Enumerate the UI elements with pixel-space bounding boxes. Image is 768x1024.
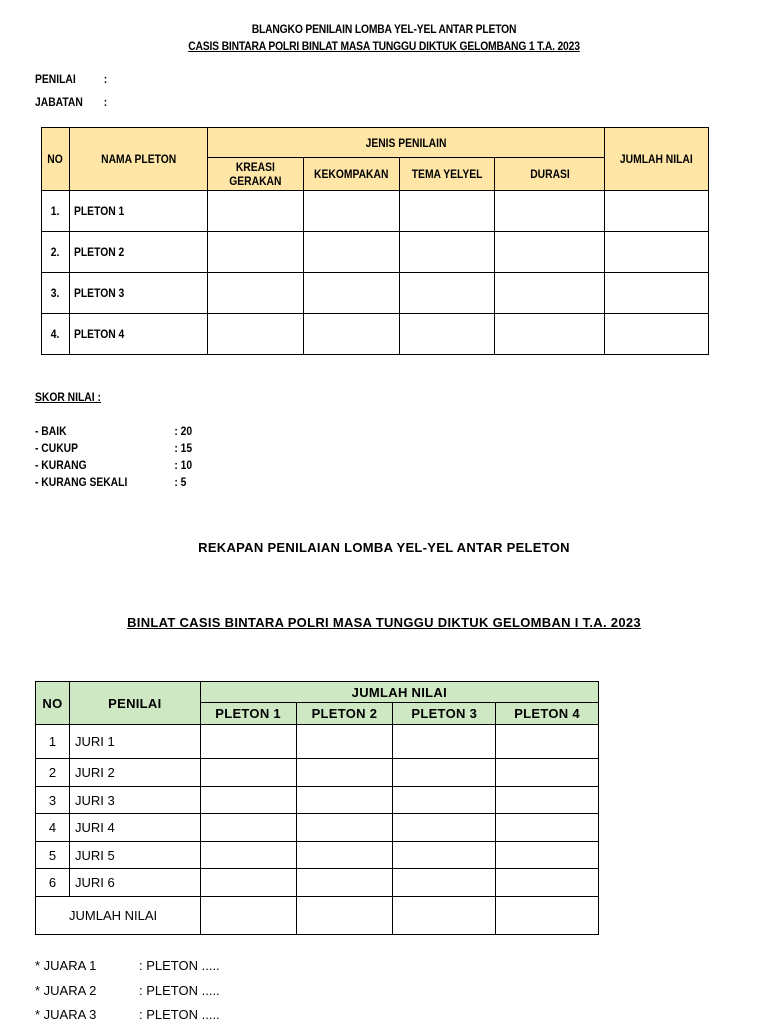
score-cell[interactable] [495,232,605,273]
header-pleton-1: PLETON 1 [200,703,296,725]
row-name: JURI 2 [69,759,200,787]
score-cell[interactable] [393,814,496,842]
row-no: 5 [36,842,70,869]
row-name: PLETON 3 [69,273,207,314]
score-cell[interactable] [200,759,296,787]
total-label: JUMLAH NILAI [36,897,201,935]
score-cell[interactable] [207,232,303,273]
score-cell[interactable] [296,759,393,787]
row-name: JURI 5 [69,842,200,869]
total-cell[interactable] [605,232,709,273]
row-no: 4 [36,814,70,842]
row-name: JURI 4 [69,814,200,842]
total-cell[interactable] [605,191,709,232]
score-cell[interactable] [303,273,399,314]
skor-item: - CUKUP : 15 [35,441,193,455]
score-cell[interactable] [303,191,399,232]
juara-item: * JUARA 2 : PLETON ..... [35,983,220,998]
jabatan-field: JABATAN : [35,95,108,109]
header-kreasi-gerakan: KREASI GERAKAN [207,158,303,191]
score-cell[interactable] [496,759,599,787]
score-cell[interactable] [399,273,495,314]
score-cell[interactable] [303,232,399,273]
table-row [42,232,709,273]
document-subtitle: CASIS BINTARA POLRI BINLAT MASA TUNGGU DIKTUK GELOMBANG 1 T.A. 2023 [188,39,580,53]
score-cell[interactable] [200,842,296,869]
header-jumlah-nilai: JUMLAH NILAI [200,682,598,703]
row-name: JURI 1 [69,725,200,759]
score-cell[interactable] [496,725,599,759]
total-cell[interactable] [393,897,496,935]
row-no: 1 [36,725,70,759]
row-no: 3. [42,273,70,314]
header-durasi: DURASI [495,158,605,191]
row-no: 4. [42,314,70,355]
score-cell[interactable] [496,869,599,897]
score-cell[interactable] [207,191,303,232]
score-cell[interactable] [200,725,296,759]
score-cell[interactable] [496,842,599,869]
juara-item: * JUARA 1 : PLETON ..... [35,958,220,973]
row-no: 2 [36,759,70,787]
score-cell[interactable] [399,314,495,355]
row-no: 3 [36,787,70,814]
score-cell[interactable] [399,232,495,273]
header-penilai: PENILAI [69,682,200,725]
score-cell[interactable] [393,787,496,814]
table-row [42,273,709,314]
row-no: 1. [42,191,70,232]
score-cell[interactable] [296,787,393,814]
score-cell[interactable] [393,869,496,897]
score-cell[interactable] [207,273,303,314]
row-name: PLETON 4 [69,314,207,355]
score-cell[interactable] [296,725,393,759]
total-row [36,897,599,935]
recap-table [35,681,599,935]
score-cell[interactable] [495,314,605,355]
score-cell[interactable] [296,869,393,897]
header-pleton-2: PLETON 2 [296,703,393,725]
row-no: 2. [42,232,70,273]
assessment-table [41,127,709,355]
score-cell[interactable] [393,725,496,759]
row-name: JURI 3 [69,787,200,814]
row-name: PLETON 2 [69,232,207,273]
score-cell[interactable] [496,787,599,814]
score-cell[interactable] [303,314,399,355]
table-row [36,842,599,869]
header-nama-pleton: NAMA PLETON [69,128,207,191]
table-row [36,814,599,842]
juara-item: * JUARA 3 : PLETON ..... [35,1007,220,1022]
table-row [42,314,709,355]
table-row [36,725,599,759]
score-cell[interactable] [296,842,393,869]
score-cell[interactable] [200,869,296,897]
table-row [36,869,599,897]
total-cell[interactable] [200,897,296,935]
score-cell[interactable] [495,191,605,232]
header-jumlah-nilai: JUMLAH NILAI [605,128,709,191]
rekap-title: REKAPAN PENILAIAN LOMBA YEL-YEL ANTAR PELETON [198,540,570,555]
row-name: JURI 6 [69,869,200,897]
score-cell[interactable] [496,814,599,842]
skor-item: - KURANG SEKALI : 5 [35,475,187,489]
skor-item: - KURANG : 10 [35,458,193,472]
total-cell[interactable] [296,897,393,935]
skor-item: - BAIK : 20 [35,424,193,438]
table-row [42,191,709,232]
score-cell[interactable] [393,759,496,787]
total-cell[interactable] [496,897,599,935]
total-cell[interactable] [605,273,709,314]
header-no: NO [36,682,70,725]
header-no: NO [42,128,70,191]
score-cell[interactable] [495,273,605,314]
table-row [36,759,599,787]
document-title: BLANGKO PENILAIN LOMBA YEL-YEL ANTAR PLETON [251,22,517,36]
header-pleton-4: PLETON 4 [496,703,599,725]
penilai-field: PENILAI : [35,72,108,86]
score-cell[interactable] [393,842,496,869]
table-row [36,787,599,814]
total-cell[interactable] [605,314,709,355]
header-pleton-3: PLETON 3 [393,703,496,725]
score-cell[interactable] [200,787,296,814]
score-cell[interactable] [296,814,393,842]
row-name: PLETON 1 [69,191,207,232]
header-jenis-penilain: JENIS PENILAIN [207,128,604,158]
row-no: 6 [36,869,70,897]
score-cell[interactable] [207,314,303,355]
header-tema-yelyel: TEMA YELYEL [399,158,495,191]
score-cell[interactable] [200,814,296,842]
skor-heading: SKOR NILAI : [35,390,101,404]
score-cell[interactable] [399,191,495,232]
rekap-subtitle: BINLAT CASIS BINTARA POLRI MASA TUNGGU DIKTUK GELOMBAN I T.A. 2023 [127,615,641,630]
header-kekompakan: KEKOMPAKAN [303,158,399,191]
